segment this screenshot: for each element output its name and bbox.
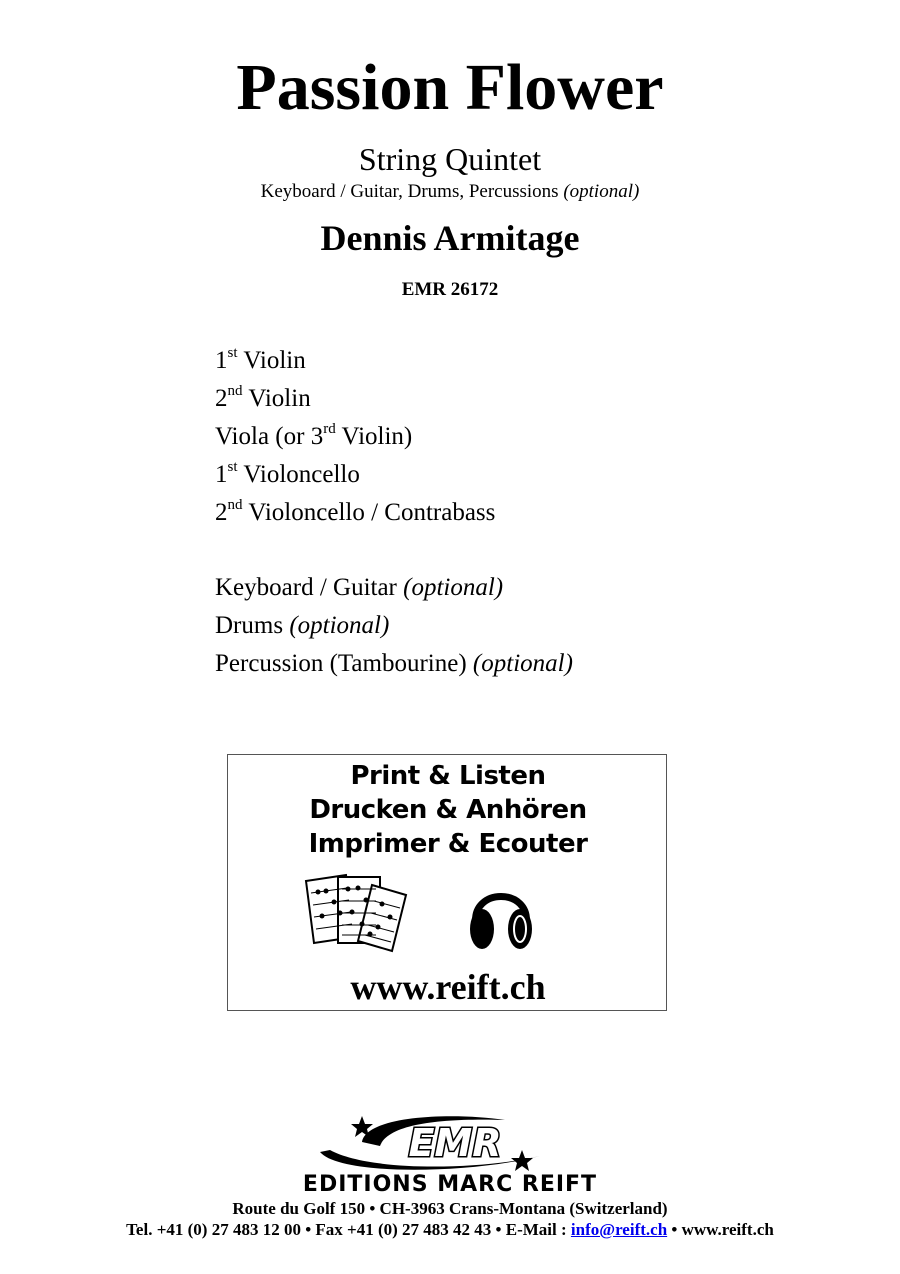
headphones-icon (466, 873, 536, 953)
part-percussion: Percussion (Tambourine) (optional) (215, 650, 573, 677)
catalog-number: EMR 26172 (401, 279, 499, 300)
composer-name: Dennis Armitage (320, 218, 580, 258)
part-1st-violin: 1st Violin (215, 345, 306, 374)
promo-line-german: Drucken & Anhören (309, 795, 587, 825)
email-link[interactable]: info@reift.ch (570, 1220, 668, 1239)
contact-website: • www.reift.ch (667, 1220, 774, 1239)
part-drums: Drums (optional) (215, 612, 390, 639)
instrumentation-main: Keyboard / Guitar, Drums, Percussions (260, 181, 559, 202)
logo-text: EMR (408, 1121, 502, 1165)
part-1st-violoncello: 1st Violoncello (215, 459, 360, 488)
part-viola: Viola (or 3rd Violin) (215, 421, 413, 450)
sheet-music-icon (302, 871, 412, 953)
publisher-name: EDITIONS MARC REIFT (302, 1172, 598, 1197)
part-2nd-violoncello: 2nd Violoncello / Contrabass (215, 497, 496, 526)
contact-phone-fax: Tel. +41 (0) 27 483 12 00 • Fax +41 (0) 27 483 42 43 • E-Mail : (126, 1220, 571, 1239)
publisher-address: Route du Golf 150 • CH-3963 Crans-Montana (Switzerland) (232, 1199, 668, 1218)
emr-logo-icon (300, 1112, 600, 1174)
publisher-contact (0, 1219, 900, 1241)
promo-line-english: Print & Listen (350, 761, 546, 791)
part-keyboard-guitar: Keyboard / Guitar (optional) (215, 574, 504, 601)
subtitle: String Quintet (358, 141, 542, 177)
promo-line-french: Imprimer & Ecouter (308, 829, 588, 859)
promo-url: www.reift.ch (350, 967, 546, 1007)
instrumentation-optional: (optional) (563, 181, 640, 202)
print-listen-box (227, 754, 667, 1011)
part-2nd-violin: 2nd Violin (215, 383, 311, 412)
instrumentation-line (0, 180, 900, 204)
page-title: Passion Flower (236, 51, 664, 124)
